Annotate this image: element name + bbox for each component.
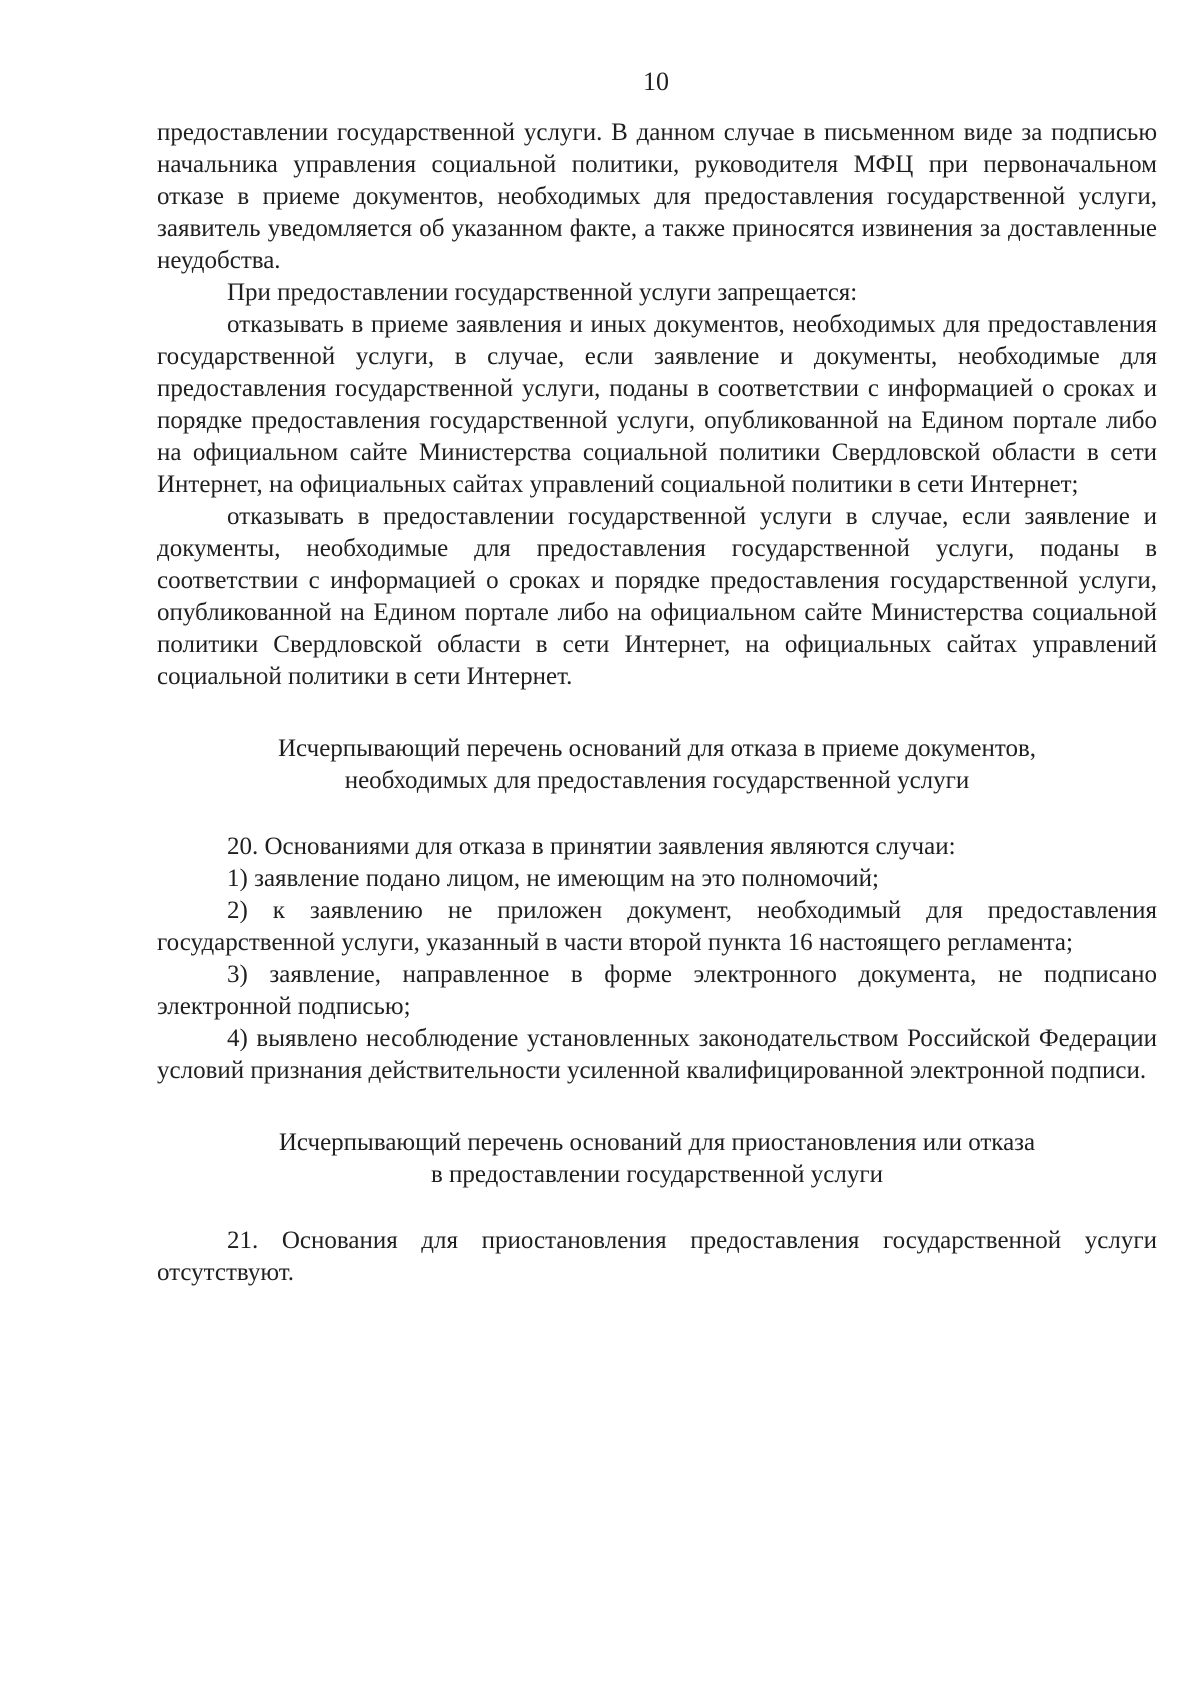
page-number: 10 [643, 67, 669, 96]
list-item-1: 1) заявление подано лицом, не имеющим на это полномочий; [227, 865, 879, 892]
list-item-3: 3) заявление, направленное в форме электронного документа, не подписано электронной подписью; [157, 961, 1157, 1020]
section-heading-suspension [157, 1127, 1157, 1191]
paragraph-prohibition-1: отказывать в приеме заявления и иных документов, необходимых для предоставления государственной услуги, в случае, если заявление и документы, необходимые для предоставления государственной услуги, поданы в соответствии с информацией о сроках и порядке предоставления государственной услуги, опубликованной на Едином портале либо на официальном сайте Министерства социальной политики Свердловской области в сети Интернет, на официальных сайтах управлений социальной политики в сети Интернет; [157, 311, 1157, 498]
list-item-2: 2) к заявлению не приложен документ, необходимый для предоставления государственной услуги, указанный в части второй пункта 16 настоящего регламента; [157, 897, 1157, 956]
document-body [157, 117, 1157, 1289]
section-heading-line: необходимых для предоставления государственной услуги [344, 767, 970, 794]
section-heading-line: в предоставлении государственной услуги [430, 1161, 884, 1188]
paragraph-21: 21. Основания для приостановления предоставления государственной услуги отсутствуют. [157, 1227, 1157, 1286]
section-heading-refusal-documents [157, 733, 1157, 797]
paragraph-prohibitions-intro: При предоставлении государственной услуги запрещается: [227, 279, 858, 306]
section-heading-line: Исчерпывающий перечень оснований для приостановления или отказа [278, 1129, 1036, 1156]
list-item-4: 4) выявлено несоблюдение установленных законодательством Российской Федерации условий признания действительности усиленной квалифицированной электронной подписи. [157, 1025, 1157, 1084]
section-heading-line: Исчерпывающий перечень оснований для отказа в приеме документов, [277, 735, 1037, 762]
paragraph-continuation: предоставлении государственной услуги. В данном случае в письменном виде за подписью начальника управления социальной политики, руководителя МФЦ при первоначальном отказе в приеме документов, необходимых для предоставления государственной услуги, заявитель уведомляется об указанном факте, а также приносятся извинения за доставленные неудобства. [157, 119, 1157, 274]
paragraph-20: 20. Основаниями для отказа в принятии заявления являются случаи: [227, 833, 956, 860]
paragraph-prohibition-2: отказывать в предоставлении государственной услуги в случае, если заявление и документы, необходимые для предоставления государственной услуги, поданы в соответствии с информацией о сроках и порядке предоставления государственной услуги, опубликованной на Едином портале либо на официальном сайте Министерства социальной политики Свердловской области в сети Интернет, на официальных сайтах управлений социальной политики в сети Интернет. [157, 503, 1157, 690]
